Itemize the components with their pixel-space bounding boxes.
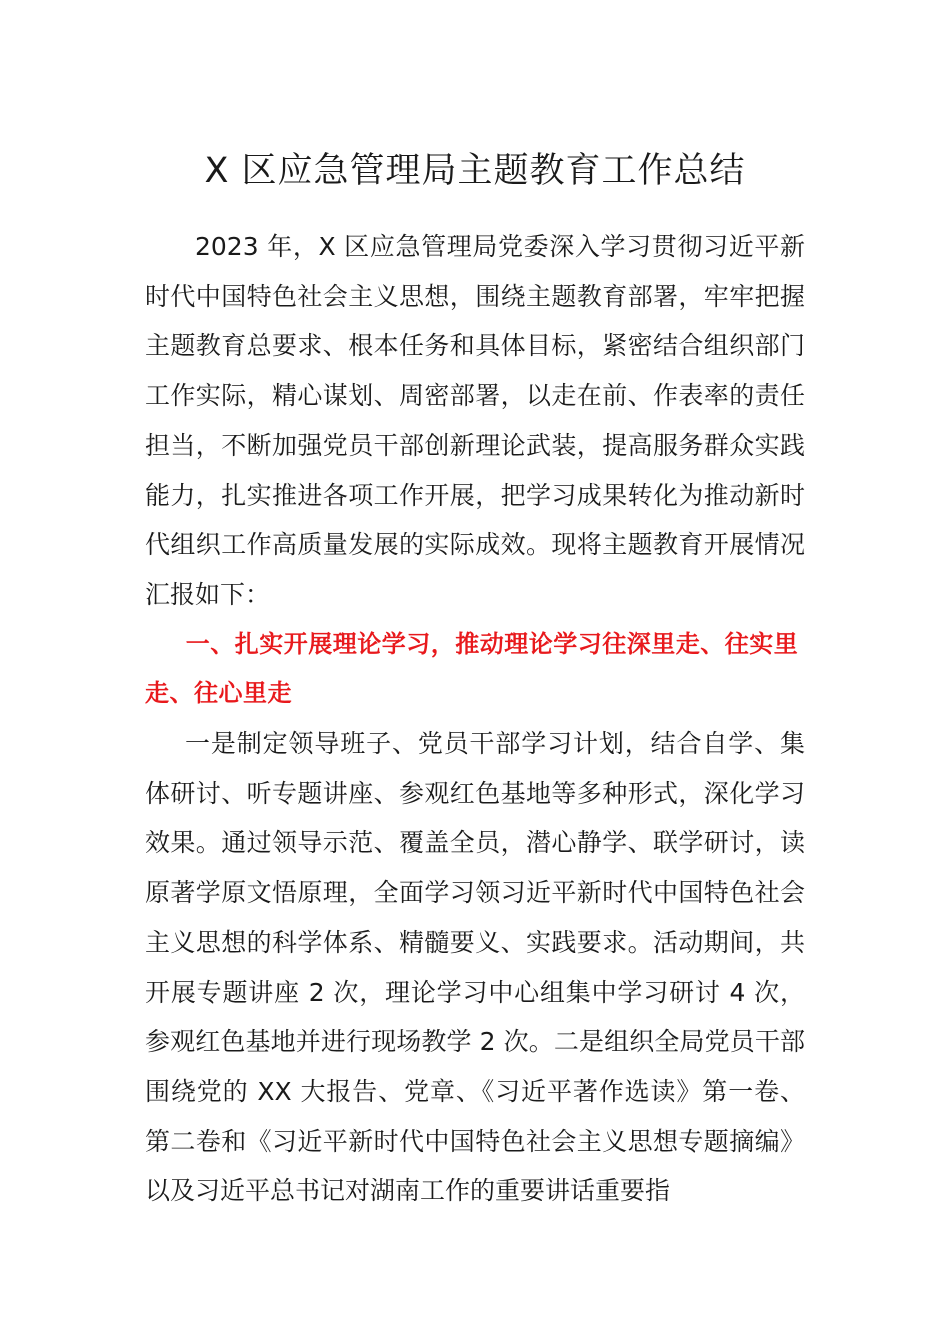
section-1-heading: 一、扎实开展理论学习，推动理论学习往深里走、往实里走、往心里走 [145, 629, 799, 708]
document-title: X 区应急管理局主题教育工作总结 [204, 151, 746, 191]
document-body [145, 222, 805, 1216]
section-1-paragraph: 一是制定领导班子、党员干部学习计划，结合自学、集体研讨、听专题讲座、参观红色基地等多种形式，深化学习效果。通过领导示范、覆盖全员，潜心静学、联学研讨，读原著学原文悟原理，全面学习领习近平新时代中国特色社会主义思想的科学体系、精髓要义、实践要求。活动期间，共开展专题讲座 2 次，理论学习中心组集中学习研讨 4 次，参观红色基地并进行现场教学 2 次。二是组织全局党员干部围绕党的 XX 大报告、党章、《习近平著作选读》第一卷、第二卷和《习近平新时代中国特色社会主义思想专题摘编》以及习近平总书记对湖南工作的重要讲话重要指 [145, 729, 805, 1206]
intro-paragraph: 2023 年，X 区应急管理局党委深入学习贯彻习近平新时代中国特色社会主义思想，围绕主题教育部署，牢牢把握主题教育总要求、根本任务和具体目标，紧密结合组织部门工作实际，精心谋划、周密部署，以走在前、作表率的责任担当，不断加强党员干部创新理论武装，提高服务群众实践能力，扎实推进各项工作开展，把学习成果转化为推动新时代组织工作高质量发展的实际成效。现将主题教育开展情况汇报如下： [145, 232, 805, 609]
